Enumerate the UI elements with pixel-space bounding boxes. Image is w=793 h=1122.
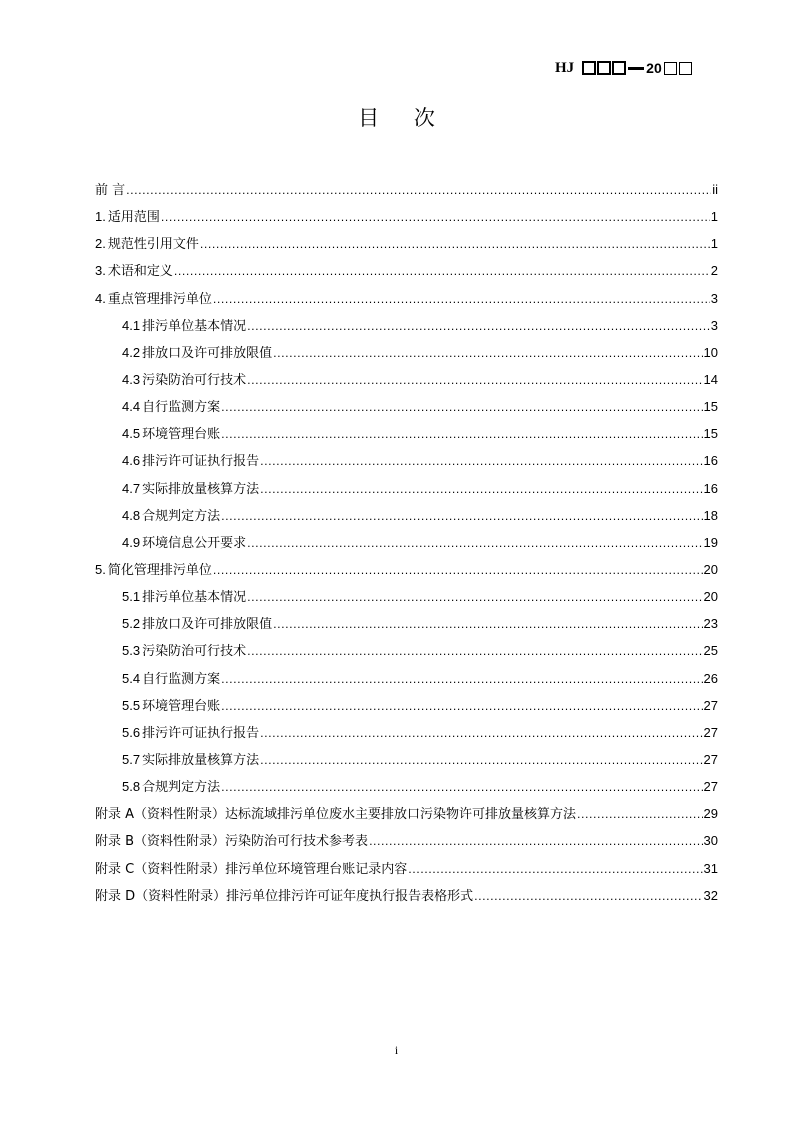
code-dash [628,67,644,70]
toc-entry-number: 2. [95,236,106,252]
toc-entry-title [95,828,368,855]
dot-leader [474,883,702,910]
toc-entry-title [122,339,272,367]
toc-entry[interactable] [95,366,718,393]
toc-entry-page: 16 [703,480,718,496]
dot-leader [247,367,702,394]
toc-entry-label: 实际排放量核算方法 [142,752,260,768]
toc-entry-page: 19 [703,534,718,550]
toc-entry-number: 5.1 [122,589,141,605]
toc-entry[interactable] [95,393,718,420]
dot-leader [221,693,702,720]
toc-entry-number: 5.5 [122,697,141,713]
toc-entry[interactable] [95,637,718,664]
toc-entry-page: 14 [703,371,718,387]
toc-entry-page: 1 [710,236,718,252]
toc-entry-number: 4. [95,290,106,306]
dot-leader [213,286,710,313]
toc-entry[interactable] [95,719,718,746]
dot-leader [260,720,702,747]
toc-entry-label: 排污许可证执行报告 [142,454,260,470]
toc-entry-title [95,285,212,313]
toc-entry-label: 规范性引用文件 [107,237,199,253]
dot-leader [247,530,702,557]
toc-entry-label: 合规判定方法 [142,780,221,796]
toc-entry-number: 5.6 [122,724,141,740]
toc-entry-page: 30 [703,833,718,849]
toc-entry-page: 18 [703,507,718,523]
toc-entry[interactable] [95,502,718,529]
dot-leader [221,666,702,693]
toc-entry-title [122,366,246,394]
toc-entry[interactable] [95,257,718,284]
toc-entry-number: 5.2 [122,616,141,632]
toc-entry-title [122,312,246,340]
toc-entry-title [122,665,220,693]
toc-entry-number: 4.8 [122,507,141,523]
dot-leader [213,557,703,584]
standard-code [555,58,694,78]
toc-entry-number: 4.7 [122,480,141,496]
toc-entry-page: 16 [703,453,718,469]
toc-entry-label: 排污许可证执行报告 [142,725,260,741]
toc-entry-label: 简化管理排污单位 [107,562,212,578]
toc-entry-page: 23 [703,616,718,632]
dot-leader [200,231,710,258]
toc-entry[interactable] [95,746,718,773]
toc-entry[interactable] [95,827,718,854]
toc-entry[interactable] [95,420,718,447]
toc-entry-title [122,393,220,421]
toc-entry-title [122,637,246,665]
toc-entry-page: ii [712,182,718,197]
toc-entry-title [122,583,246,611]
toc-entry-title [122,773,220,801]
dot-leader [221,503,702,530]
dot-leader [221,421,702,448]
toc-entry-page: 25 [703,643,718,659]
toc-entry-label: 自行监测方案 [142,400,221,416]
dot-leader [273,340,702,367]
toc-entry-label: 适用范围 [107,210,160,226]
toc-entry-number: 5.4 [122,670,141,686]
toc-entry-page: 10 [703,344,718,360]
toc-entry-title [95,177,125,204]
toc-entry-page: 20 [703,561,718,577]
toc-entry[interactable] [95,583,718,610]
toc-entry-label: 附录 C（资料性附录）排污单位环境管理台账记录内容 [95,861,408,877]
toc-entry-title [122,447,259,475]
toc-entry[interactable] [95,610,718,637]
toc-entry[interactable] [95,855,718,882]
placeholder-box [679,62,692,75]
toc-entry[interactable] [95,230,718,257]
toc-entry-page: 27 [703,779,718,795]
toc-entry-page: 27 [703,697,718,713]
toc-entry[interactable] [95,339,718,366]
toc-entry[interactable] [95,203,718,230]
toc-entry-page: 29 [703,806,718,822]
toc-entry-title [95,883,473,910]
toc-entry[interactable] [95,800,718,827]
toc-entry-page: 3 [710,290,718,306]
toc-entry-label: 污染防治可行技术 [142,372,247,388]
toc-entry-title [122,420,220,448]
dot-leader [408,856,702,883]
toc-entry-label: 合规判定方法 [142,508,221,524]
toc-entry-title [122,746,259,774]
toc-entry[interactable] [95,475,718,502]
toc-entry-label: 排污单位基本情况 [142,590,247,606]
toc-entry-title [122,692,220,720]
toc-entry-label: 重点管理排污单位 [107,291,212,307]
placeholder-box [612,61,626,75]
toc-entry[interactable] [95,665,718,692]
toc-entry-title [122,529,246,557]
toc-entry-number: 4.5 [122,426,141,442]
toc-entry-page: 1 [710,209,718,225]
toc-entry-label: 实际排放量核算方法 [142,481,260,497]
toc-entry[interactable] [95,882,718,909]
toc-entry-page: 27 [703,724,718,740]
toc-entry-number: 4.1 [122,317,141,333]
dot-leader [260,747,702,774]
toc-entry-page: 32 [703,887,718,903]
toc-entry-title [122,502,220,530]
toc-entry-page: 2 [710,263,718,279]
placeholder-box [582,61,596,75]
toc-entry[interactable] [95,773,718,800]
dot-leader [161,204,710,231]
toc-entry-page: 15 [703,399,718,415]
toc-entry-label: 环境信息公开要求 [142,535,247,551]
toc-entry-number: 4.6 [122,453,141,469]
toc-entry[interactable] [95,312,718,339]
toc-entry[interactable] [95,285,718,312]
toc-entry-label: 附录 B（资料性附录）污染防治可行技术参考表 [95,834,369,850]
toc-entry-title [122,719,259,747]
toc-entry-page: 20 [703,589,718,605]
toc-entry-label: 排放口及许可排放限值 [142,345,273,361]
toc-entry[interactable] [95,556,718,583]
toc-entry-number: 5. [95,561,106,577]
toc-entry-number: 5.8 [122,779,141,795]
toc-entry-page: 15 [703,426,718,442]
dot-leader [273,611,702,638]
toc-entry-title [122,475,259,503]
toc-entry-title [95,257,173,285]
toc-entry-number: 4.2 [122,344,141,360]
toc-entry-label: 附录 D（资料性附录）排污单位排污许可证年度执行报告表格形式 [95,888,474,904]
placeholder-box [597,61,611,75]
dot-leader [369,828,702,855]
toc-entry-page: 31 [703,860,718,876]
dot-leader [126,177,711,204]
toc-entry[interactable] [95,529,718,556]
toc-entry-label: 污染防治可行技术 [142,644,247,660]
dot-leader [221,774,702,801]
toc-entry-number: 5.3 [122,643,141,659]
standard-prefix: HJ [555,59,575,76]
toc-entry-number: 5.7 [122,751,141,767]
table-of-contents [95,176,718,909]
dot-leader [174,258,710,285]
dot-leader [577,801,703,828]
dot-leader [260,476,702,503]
toc-entry-label: 环境管理台账 [142,698,221,714]
toc-entry-number: 4.4 [122,399,141,415]
toc-entry-number: 1. [95,209,106,225]
dot-leader [247,313,710,340]
toc-entry[interactable] [95,176,718,203]
toc-entry-label: 排污单位基本情况 [142,318,247,334]
toc-entry-title [122,610,272,638]
dot-leader [221,394,702,421]
toc-entry[interactable] [95,447,718,474]
toc-entry-page: 26 [703,670,718,686]
toc-entry-title [95,203,160,231]
dot-leader [260,448,702,475]
year-prefix: 20 [646,60,662,76]
toc-entry-title [95,801,576,828]
page-number: i [394,1043,399,1057]
toc-entry-label: 附录 A（资料性附录）达标流域排污单位废水主要排放口污染物许可排放量核算方法 [95,807,577,823]
toc-entry-page: 27 [703,751,718,767]
placeholder-box [664,62,677,75]
toc-entry-label: 排放口及许可排放限值 [142,617,273,633]
toc-entry-label: 前 言 [95,183,126,198]
toc-entry-number: 4.3 [122,371,141,387]
page-title: 目 次 [358,106,449,130]
toc-entry-number: 4.9 [122,534,141,550]
dot-leader [247,638,702,665]
toc-entry-label: 自行监测方案 [142,671,221,687]
toc-entry-title [95,856,407,883]
dot-leader [247,584,702,611]
toc-entry[interactable] [95,692,718,719]
toc-entry-label: 环境管理台账 [142,427,221,443]
toc-entry-title [95,556,212,584]
toc-entry-label: 术语和定义 [107,264,173,280]
toc-entry-number: 3. [95,263,106,279]
toc-entry-title [95,230,199,258]
toc-entry-page: 3 [710,317,718,333]
